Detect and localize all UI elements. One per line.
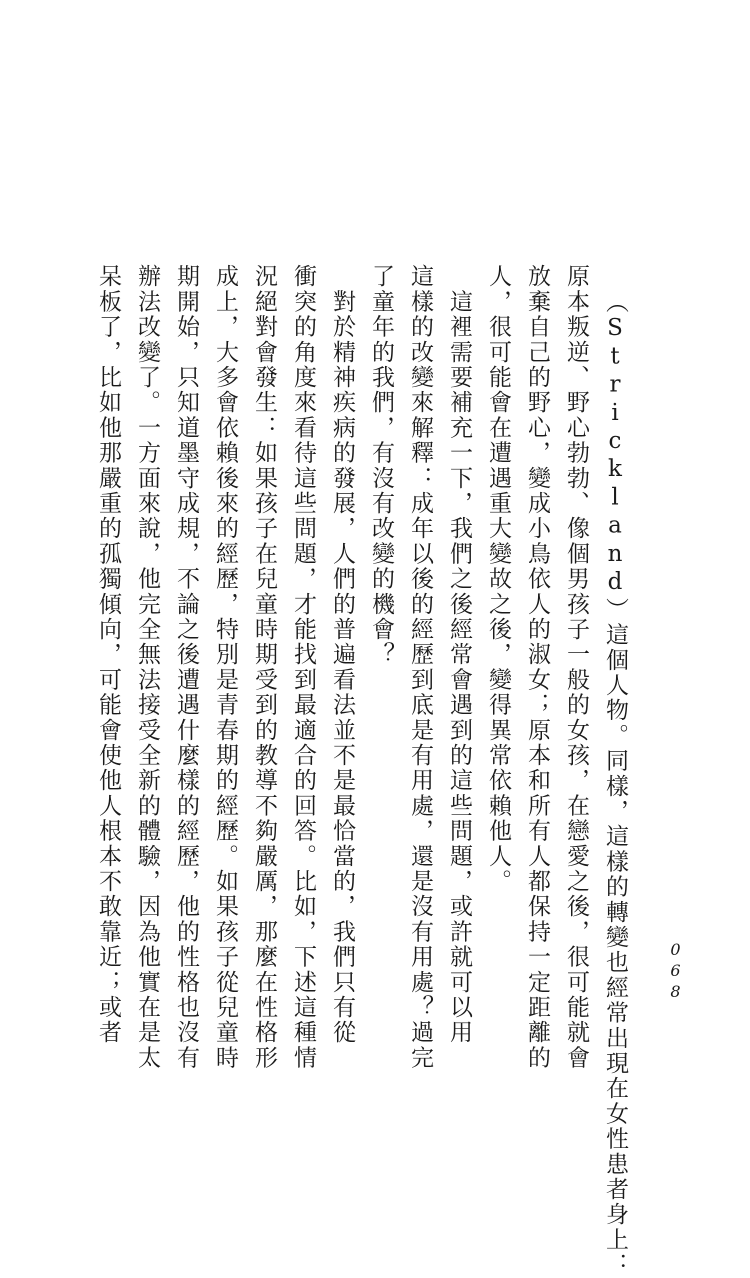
text-column-1: （Strickland）這個人物。同樣，這樣的轉變也經常出現在女性患者身上： [602,290,628,1278]
text-column-13: 辦法改變了。一方面來說，他完全無法接受全新的體驗，因為他實在是太 [134,264,160,1071]
text-column-3: 放棄自己的野心，變成小鳥依人的淑女；原本和所有人都保持一定距離的 [524,264,550,1071]
text-column-10: 況絕對會發生：如果孩子在兒童時期受到的教導不夠嚴厲，那麼在性格形 [251,264,277,1071]
text-column-14: 呆板了，比如他那嚴重的孤獨傾向，可能會使他人根本不敢靠近；或者 [95,264,121,1046]
text-column-2: 原本叛逆、野心勃勃、像個男孩子一般的女孩，在戀愛之後，很可能就會 [563,264,589,1071]
text-column-4: 人，很可能會在遭遇重大變故之後，變得異常依賴他人。 [485,264,511,894]
text-column-5: 這裡需要補充一下，我們之後經常會遇到的這些問題，或許就可以用 [446,264,472,1046]
text-column-9: 衝突的角度來看待這些問題，才能找到最適合的回答。比如，下述這種情 [290,264,316,1071]
text-column-12: 期開始，只知道墨守成規，不論之後遭遇什麼樣的經歷，他的性格也沒有 [173,264,199,1071]
text-column-11: 成上，大多會依賴後來的經歷，特別是青春期的經歷。如果孩子從兒童時 [212,264,238,1071]
text-column-8: 對於精神疾病的發展，人們的普遍看法並不是最恰當的，我們只有從 [329,264,355,1046]
page-number: 068 [666,940,685,1003]
text-column-6: 這樣的改變來解釋：成年以後的經歷到底是有用處，還是沒有用處？過完 [407,264,433,1071]
text-column-7: 了童年的我們，有沒有改變的機會？ [368,264,394,668]
